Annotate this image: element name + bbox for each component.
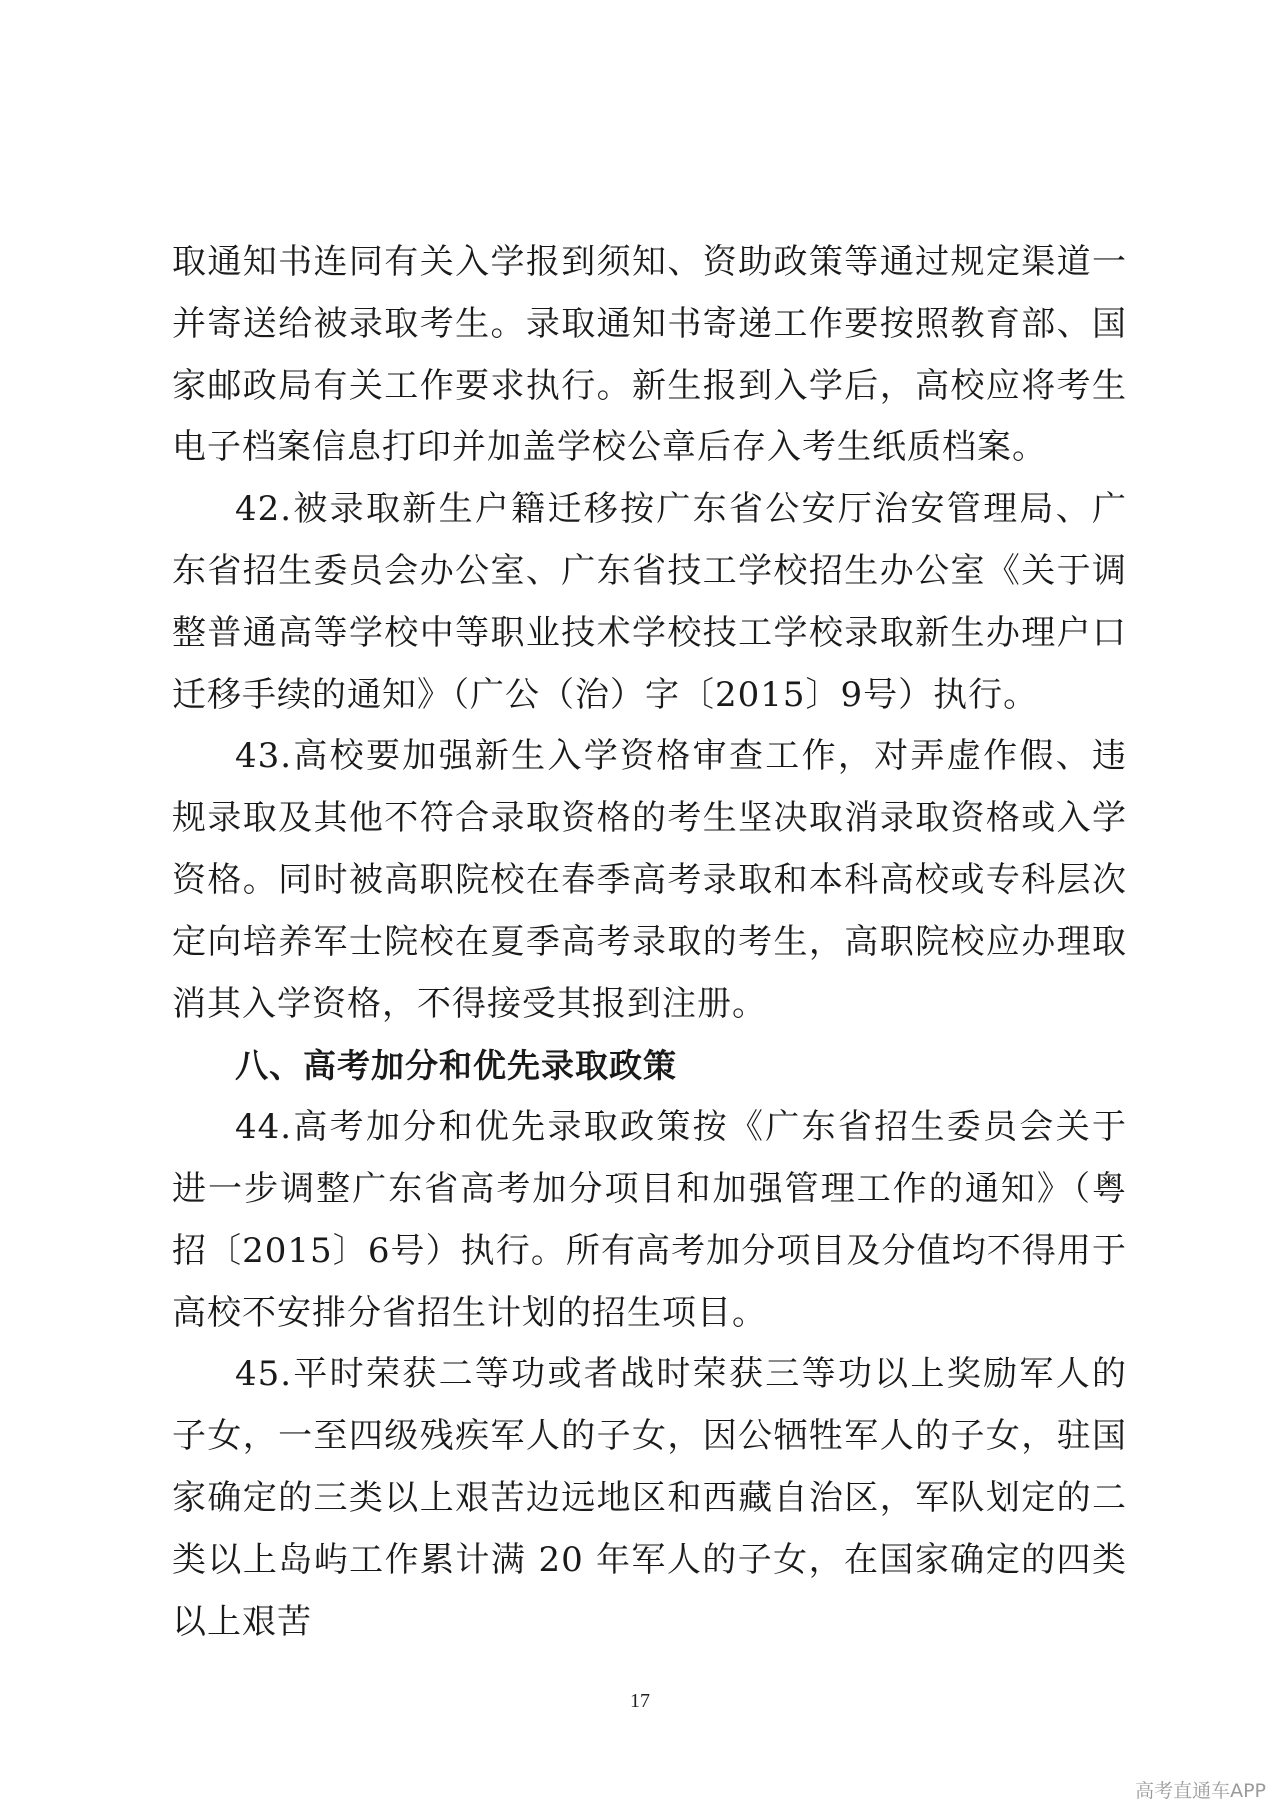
section-heading: 八、高考加分和优先录取政策 [235, 1046, 677, 1086]
paragraph-item-44: 44.高考加分和优先录取政策按《广东省招生委员会关于进一步调整广东省高考加分项目和加强管理工作的通知》（粤招〔2015〕6号）执行。所有高考加分项目及分值均不得用于高校不安排分省招生计划的招生项目。 [172, 1107, 1127, 1333]
paragraph-item-42: 42.被录取新生户籍迁移按广东省公安厅治安管理局、广东省招生委员会办公室、广东省技工学校招生办公室《关于调整普通高等学校中等职业技术学校技工学校录取新生办理户口迁移手续的通知》（广公（治）字〔2015〕9号）执行。 [172, 489, 1127, 715]
paragraph-continuation: 取通知书连同有关入学报到须知、资助政策等通过规定渠道一并寄送给被录取考生。录取通知书寄递工作要按照教育部、国家邮政局有关工作要求执行。新生报到入学后，高校应将考生电子档案信息打印并加盖学校公章后存入考生纸质档案。 [172, 242, 1127, 468]
document-body [172, 232, 1127, 1653]
app-watermark: 高考直通车APP [1135, 1780, 1266, 1802]
paragraph-item-45: 45.平时荣获二等功或者战时荣获三等功以上奖励军人的子女，一至四级残疾军人的子女，因公牺牲军人的子女，驻国家确定的三类以上艰苦边远地区和西藏自治区，军队划定的二类以上岛屿工作累计满 20 年军人的子女，在国家确定的四类以上艰苦 [172, 1354, 1127, 1642]
page-number: 17 [630, 1690, 650, 1712]
paragraph-item-43: 43.高校要加强新生入学资格审查工作，对弄虚作假、违规录取及其他不符合录取资格的考生坚决取消录取资格或入学资格。同时被高职院校在春季高考录取和本科高校或专科层次定向培养军士院校在夏季高考录取的考生，高职院校应办理取消其入学资格，不得接受其报到注册。 [172, 736, 1127, 1024]
